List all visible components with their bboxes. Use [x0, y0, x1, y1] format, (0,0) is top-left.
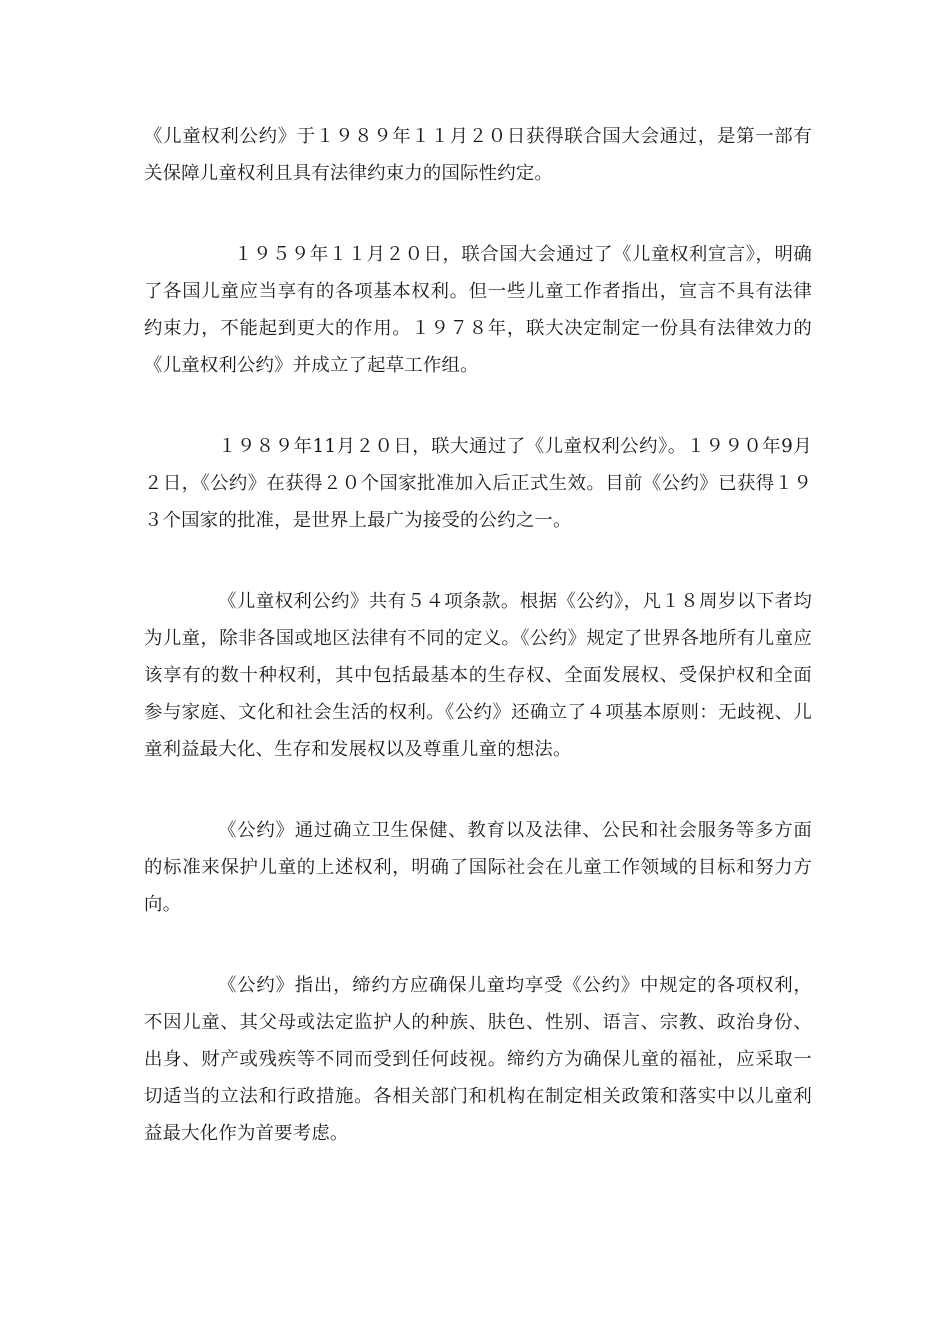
paragraph-non-discrimination: 《公约》指出，缔约方应确保儿童均享受《公约》中规定的各项权利，不因儿童、其父母或法定监护人的种族、肤色、性别、语言、宗教、政治身份、出身、财产或残疾等不同而受到任何歧视。缔约方为确保儿童的福祉，应采取一切适当的立法和行政措施。各相关部门和机构在制定相关政策和落实中以儿童利益最大化作为首要考虑。 [144, 975, 812, 1144]
paragraph-standards: 《公约》通过确立卫生保健、教育以及法律、公民和社会服务等多方面的标准来保护儿童的上述权利，明确了国际社会在儿童工作领域的目标和努力方向。 [144, 820, 812, 915]
paragraph-articles: 《儿童权利公约》共有５４项条款。根据《公约》，凡１８周岁以下者均为儿童，除非各国或地区法律有不同的定义。《公约》规定了世界各地所有儿童应该享有的数十种权利，其中包括最基本的生存权、全面发展权、受保护权和全面参与家庭、文化和社会生活的权利。《公约》还确立了４项基本原则：无歧视、儿童利益最大化、生存和发展权以及尊重儿童的想法。 [144, 591, 812, 760]
paragraph-gap [144, 539, 812, 583]
paragraph-1989-adoption: １９８９年11月２０日，联大通过了《儿童权利公约》。１９９０年9月２日，《公约》在获得２０个国家批准加入后正式生效。目前《公约》已获得１９３个国家的批准，是世界上最广为接受的公约之一。 [144, 436, 812, 531]
paragraph-gap [144, 768, 812, 812]
paragraph-gap [144, 192, 812, 236]
paragraph-gap [144, 384, 812, 428]
document-body [144, 118, 812, 1152]
paragraph-intro: 《儿童权利公约》于１９８９年１１月２０日获得联合国大会通过，是第一部有关保障儿童权利且具有法律约束力的国际性约定。 [144, 126, 812, 184]
paragraph-1959-declaration: １９５９年１１月２０日，联合国大会通过了《儿童权利宣言》，明确了各国儿童应当享有的各项基本权利。但一些儿童工作者指出，宣言不具有法律约束力，不能起到更大的作用。１９７８年，联大决定制定一份具有法律效力的《儿童权利公约》并成立了起草工作组。 [144, 244, 812, 376]
paragraph-gap [144, 923, 812, 967]
